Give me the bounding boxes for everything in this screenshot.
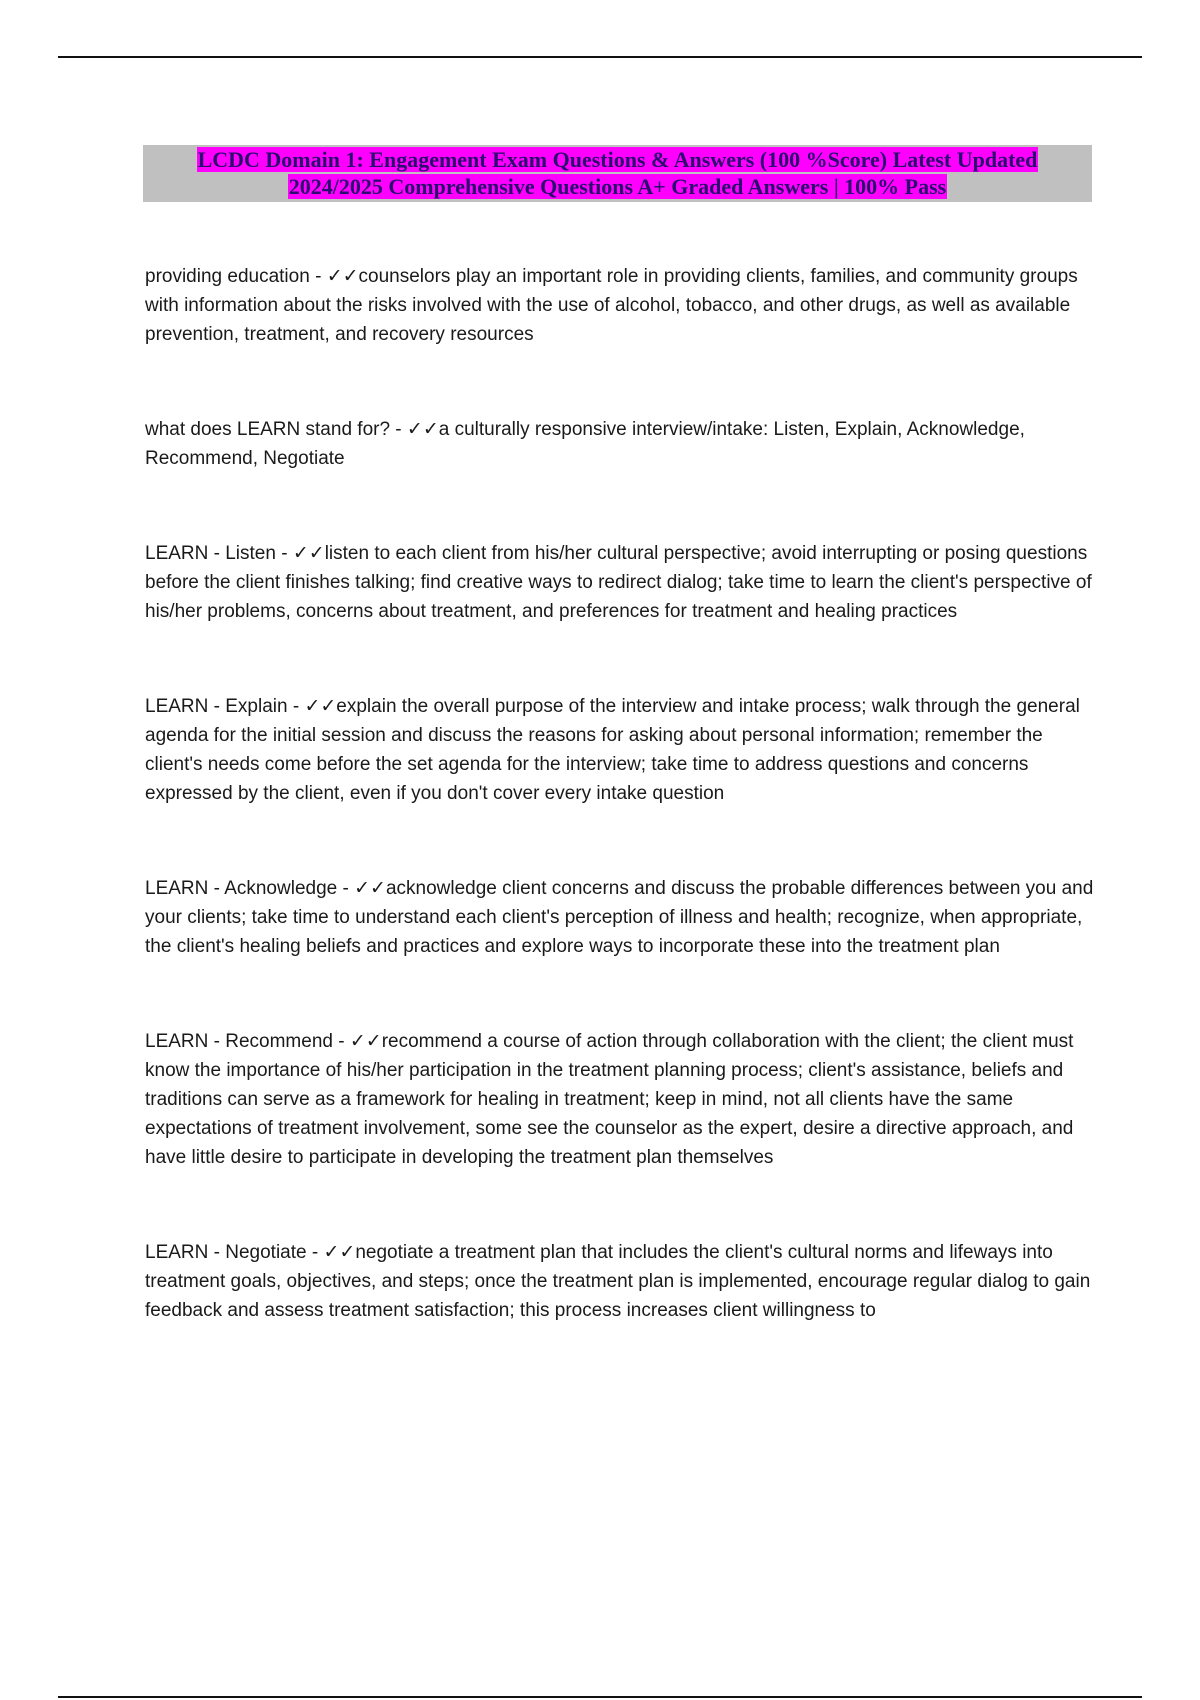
footer-rule [58, 1696, 1142, 1698]
entry-separator: - [309, 266, 327, 287]
double-check-icon: ✓✓ [406, 419, 439, 440]
entry-separator: - [390, 419, 407, 440]
qa-entry [145, 415, 1095, 473]
double-check-icon: ✓✓ [354, 878, 386, 899]
entry-definition: listen to each client from his/her cultural perspective; avoid interrupting or posing questions before the client finishes talking; find creative ways to redirect dialog; take time to learn the client's perspective of his/her problems, concerns about treatment, and preferences for treatment and healing practices [145, 543, 1092, 622]
document-title [143, 145, 1092, 202]
title-line-1: LCDC Domain 1: Engagement Exam Questions & Answers (100 %Score) Latest Updated [197, 147, 1038, 172]
header-rule [58, 56, 1142, 58]
entry-separator: - [332, 1031, 350, 1052]
double-check-icon: ✓✓ [326, 266, 359, 287]
double-check-icon: ✓✓ [292, 543, 325, 564]
title-line-2: 2024/2025 Comprehensive Questions A+ Graded Answers | 100% Pass [288, 174, 947, 199]
double-check-icon: ✓✓ [304, 696, 337, 717]
qa-entry [145, 1238, 1095, 1325]
entry-definition: recommend a course of action through collaboration with the client; the client must know the importance of his/her participation in the treatment planning process; client's assistance, beliefs and traditions can serve as a framework for healing in treatment; keep in mind, not all clients have the same expectations of treatment involvement, some see the counselor as the expert, desire a directive approach, and have little desire to participate in developing the treatment plan themselves [145, 1031, 1074, 1168]
entry-definition: counselors play an important role in providing clients, families, and community groups with information about the risks involved with the use of alcohol, tobacco, and other drugs, as well as available prevention, treatment, and recovery resources [145, 266, 1078, 345]
qa-list [145, 262, 1095, 1325]
qa-entry [145, 262, 1095, 349]
double-check-icon: ✓✓ [349, 1031, 382, 1052]
qa-entry [145, 692, 1095, 808]
entry-term: LEARN - Explain [145, 696, 288, 717]
double-check-icon: ✓✓ [323, 1242, 356, 1263]
entry-definition: explain the overall purpose of the interview and intake process; walk through the general agenda for the initial session and discuss the reasons for asking about personal information; remember the client's needs come before the set agenda for the interview; take time to address questions and concerns expressed by the client, even if you don't cover every intake question [145, 696, 1080, 804]
qa-entry [145, 539, 1095, 626]
entry-definition: a culturally responsive interview/intake: Listen, Explain, Acknowledge, Recommend, Negotiate [145, 419, 1025, 469]
entry-separator: - [337, 878, 355, 899]
entry-term: LEARN - Listen [145, 543, 276, 564]
entry-term: providing education [145, 266, 310, 287]
qa-entry [145, 874, 1095, 961]
entry-term: LEARN - Acknowledge [145, 878, 338, 899]
entry-definition: acknowledge client concerns and discuss the probable differences between you and your clients; take time to understand each client's perception of illness and health; recognize, when appropriate, the client's healing beliefs and practices and explore ways to incorporate these into the treatment plan [145, 878, 1094, 957]
entry-term: LEARN - Recommend [145, 1031, 333, 1052]
entry-term: what does LEARN stand for? [145, 419, 391, 440]
entry-separator: - [275, 543, 293, 564]
entry-term: LEARN - Negotiate [145, 1242, 307, 1263]
entry-separator: - [306, 1242, 324, 1263]
qa-entry [145, 1027, 1095, 1172]
entry-definition: negotiate a treatment plan that includes the client's cultural norms and lifeways into treatment goals, objectives, and steps; once the treatment plan is implemented, encourage regular dialog to gain feedback and assess treatment satisfaction; this process increases client willingness to [145, 1242, 1091, 1321]
entry-separator: - [287, 696, 305, 717]
